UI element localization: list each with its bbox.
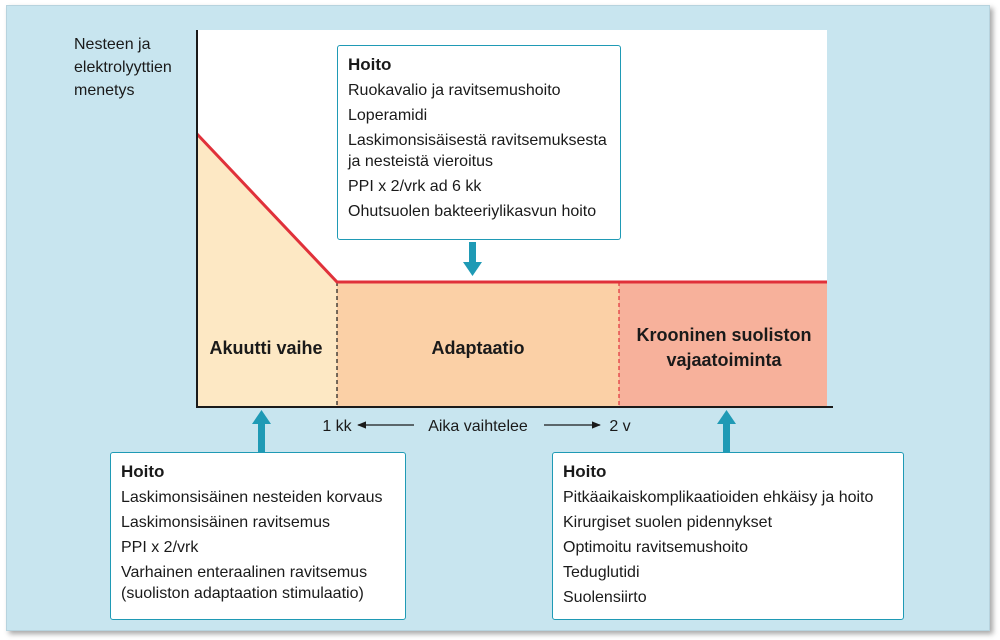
time-mark-1kk: 1 kk xyxy=(322,418,352,435)
y-axis-label-line-1: Nesteen ja xyxy=(74,36,151,53)
chronic-treatment-item: Suolensiirto xyxy=(563,589,647,606)
time-middle-label: Aika vaihtelee xyxy=(428,418,528,435)
y-axis-label-line-3: menetys xyxy=(74,82,135,99)
acute-treatment-item: PPI x 2/vrk xyxy=(121,539,199,556)
chronic-phase-label-line-2: vajaatoiminta xyxy=(666,350,782,370)
chronic-phase-label-line-1: Krooninen suoliston xyxy=(636,325,812,345)
adaptation-treatment-item: Ruokavalio ja ravitsemushoito xyxy=(348,82,561,99)
chronic-treatment-item: Teduglutidi xyxy=(563,564,640,581)
y-axis-label-line-2: elektrolyyttien xyxy=(74,59,172,76)
acute-treatment-item: Laskimonsisäinen nesteiden korvaus xyxy=(121,489,383,506)
arrow-up-to-chronic xyxy=(717,410,736,452)
adaptation-treatment-box xyxy=(337,45,621,240)
chronic-treatment-item: Kirurgiset suolen pidennykset xyxy=(563,514,773,531)
chronic-treatment-item: Pitkäaikaiskomplikaatioiden ehkäisy ja hoito xyxy=(563,489,874,506)
adaptation-treatment-item: Ohutsuolen bakteeriylikasvun hoito xyxy=(348,203,597,220)
chronic-treatment-title: Hoito xyxy=(563,462,607,481)
chronic-treatment-box xyxy=(552,452,904,620)
adaptation-treatment-title: Hoito xyxy=(348,55,392,74)
adaptation-phase-label: Adaptaatio xyxy=(431,338,525,358)
acute-treatment-item: Laskimonsisäinen ravitsemus xyxy=(121,514,330,531)
chronic-treatment-item: Optimoitu ravitsemushoito xyxy=(563,539,748,556)
time-mark-2v: 2 v xyxy=(609,418,631,435)
adaptation-treatment-item: Loperamidi xyxy=(348,107,428,124)
acute-treatment-box xyxy=(110,452,406,620)
adaptation-treatment-item: Laskimonsisäisestä ravitsemuksesta ja nesteistä vieroitus xyxy=(348,132,607,170)
acute-treatment-item: Varhainen enteraalinen ravitsemus (suoliston adaptaation stimulaatio) xyxy=(121,564,368,602)
acute-treatment-title: Hoito xyxy=(121,462,165,481)
arrow-up-to-acute xyxy=(252,410,271,452)
adaptation-treatment-item: PPI x 2/vrk ad 6 kk xyxy=(348,178,482,195)
acute-phase-label: Akuutti vaihe xyxy=(209,338,323,358)
